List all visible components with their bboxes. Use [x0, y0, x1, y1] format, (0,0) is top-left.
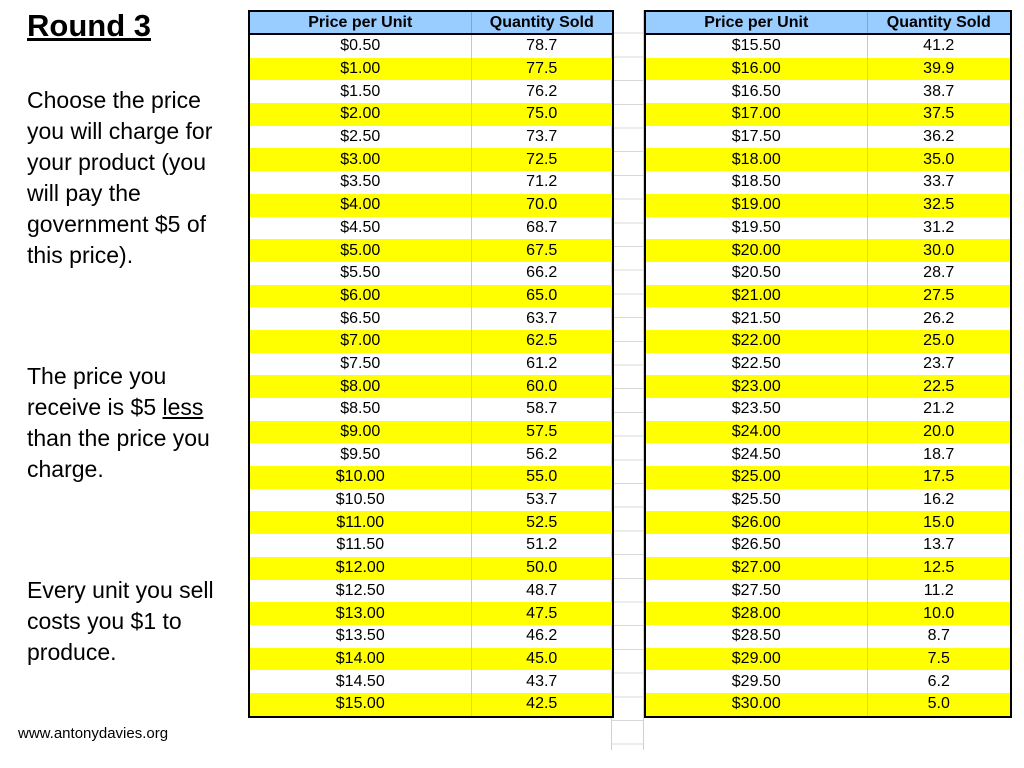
price-cell: $25.00	[645, 466, 867, 489]
quantity-cell: 52.5	[471, 511, 613, 534]
quantity-cell: 73.7	[526, 128, 558, 146]
price-cell: $11.00	[249, 511, 471, 534]
price-cell: $5.00	[249, 239, 471, 262]
table-row	[645, 194, 1011, 217]
price-cell: $23.00	[645, 375, 867, 398]
price-cell: $10.50	[249, 489, 471, 512]
price-cell: $3.50	[249, 171, 471, 194]
table-row	[249, 693, 613, 717]
table-body-left	[249, 34, 613, 717]
table-row	[249, 648, 613, 671]
price-cell: $19.00	[645, 194, 867, 217]
quantity-cell: 77.5	[471, 58, 613, 81]
price-cell: $24.50	[645, 443, 867, 466]
price-cell: $17.00	[645, 103, 867, 126]
price-cell: $21.50	[645, 307, 867, 330]
table-row	[645, 511, 1011, 534]
price-cell: $13.00	[249, 602, 471, 625]
table-row	[645, 239, 1011, 262]
table-row	[645, 648, 1011, 671]
instruction-price-received	[27, 361, 232, 485]
table-row	[249, 443, 613, 466]
table-row	[249, 58, 613, 81]
table-row	[645, 602, 1011, 625]
table-row	[645, 670, 1011, 693]
price-cell: $6.50	[249, 307, 471, 330]
price-cell: $8.50	[249, 398, 471, 421]
table-row	[249, 239, 613, 262]
quantity-cell: 65.0	[471, 285, 613, 308]
quantity-cell: 58.7	[526, 400, 558, 418]
table-row	[249, 625, 613, 648]
instruction-choose-price: Choose the price you will charge for your product (you will pay the government $5 of this price).	[27, 87, 213, 268]
quantity-cell: 42.5	[471, 693, 613, 717]
table-row	[249, 489, 613, 512]
table-row	[645, 80, 1011, 103]
price-cell: $23.50	[645, 398, 867, 421]
table-row	[645, 285, 1011, 308]
price-cell: $15.50	[645, 34, 867, 58]
table-row	[645, 126, 1011, 149]
quantity-cell: 17.5	[867, 466, 1011, 489]
table-row	[645, 217, 1011, 240]
price-received-text-1: The price you receive is $5	[27, 363, 167, 420]
price-cell: $4.00	[249, 194, 471, 217]
price-received-text-2: than the price you charge.	[27, 425, 210, 482]
price-cell: $11.50	[249, 534, 471, 557]
price-cell: $7.50	[249, 353, 471, 376]
price-cell: $0.50	[249, 34, 471, 58]
quantity-cell: 55.0	[471, 466, 613, 489]
quantity-cell: 48.7	[526, 581, 558, 599]
table-row	[645, 148, 1011, 171]
quantity-cell: 8.7	[927, 627, 950, 645]
quantity-cell: 39.9	[867, 58, 1011, 81]
quantity-cell: 28.7	[923, 264, 955, 282]
table-row	[645, 557, 1011, 580]
price-cell: $9.00	[249, 421, 471, 444]
price-cell: $9.50	[249, 443, 471, 466]
price-cell: $19.50	[645, 217, 867, 240]
table-row	[249, 148, 613, 171]
quantity-cell: 75.0	[471, 103, 613, 126]
table-row	[249, 262, 613, 285]
table-row	[645, 262, 1011, 285]
quantity-cell: 38.7	[923, 82, 955, 100]
quantity-cell: 62.5	[471, 330, 613, 353]
quantity-cell: 70.0	[471, 194, 613, 217]
price-cell: $26.00	[645, 511, 867, 534]
price-cell: $29.00	[645, 648, 867, 671]
price-cell: $3.00	[249, 148, 471, 171]
table-row	[645, 103, 1011, 126]
price-cell: $1.50	[249, 80, 471, 103]
quantity-cell: 22.5	[867, 375, 1011, 398]
price-cell: $21.00	[645, 285, 867, 308]
quantity-cell: 30.0	[867, 239, 1011, 262]
quantity-cell: 11.2	[923, 581, 954, 599]
price-per-unit-header: Price per Unit	[249, 11, 471, 34]
table-row	[249, 534, 613, 557]
quantity-cell: 50.0	[471, 557, 613, 580]
price-cell: $13.50	[249, 625, 471, 648]
website-footer: www.antonydavies.org	[18, 725, 169, 742]
table-row	[645, 58, 1011, 81]
table-row	[249, 126, 613, 149]
table-row	[249, 375, 613, 398]
price-cell: $22.00	[645, 330, 867, 353]
table-header-row	[249, 11, 613, 34]
quantity-cell: 76.2	[526, 82, 558, 100]
quantity-cell: 72.5	[471, 148, 613, 171]
quantity-cell: 6.2	[927, 672, 950, 690]
quantity-cell: 33.7	[923, 173, 955, 191]
price-cell: $28.50	[645, 625, 867, 648]
price-cell: $1.00	[249, 58, 471, 81]
table-row	[249, 466, 613, 489]
table-row	[249, 171, 613, 194]
quantity-cell: 12.5	[867, 557, 1011, 580]
quantity-cell: 32.5	[867, 194, 1011, 217]
table-row	[249, 421, 613, 444]
quantity-cell: 13.7	[923, 536, 955, 554]
quantity-cell: 10.0	[867, 602, 1011, 625]
price-cell: $27.50	[645, 580, 867, 603]
quantity-sold-header: Quantity Sold	[867, 11, 1011, 34]
less-underlined-text: less	[162, 394, 204, 420]
price-cell: $24.00	[645, 421, 867, 444]
table-row	[249, 670, 613, 693]
table-row	[249, 511, 613, 534]
quantity-cell: 7.5	[867, 648, 1011, 671]
table-row	[249, 217, 613, 240]
instructions-panel	[27, 8, 232, 665]
quantity-cell: 56.2	[526, 445, 558, 463]
quantity-cell: 71.2	[526, 173, 558, 191]
price-cell: $5.50	[249, 262, 471, 285]
price-cell: $12.50	[249, 580, 471, 603]
quantity-cell: 43.7	[526, 672, 558, 690]
quantity-cell: 66.2	[526, 264, 558, 282]
quantity-cell: 53.7	[526, 491, 558, 509]
quantity-cell: 67.5	[471, 239, 613, 262]
table-row	[645, 443, 1011, 466]
quantity-cell: 31.2	[923, 218, 955, 236]
price-cell: $18.50	[645, 171, 867, 194]
table-row	[645, 330, 1011, 353]
quantity-sold-header: Quantity Sold	[471, 11, 613, 34]
quantity-cell: 21.2	[923, 400, 955, 418]
quantity-cell: 23.7	[923, 354, 955, 372]
quantity-cell: 47.5	[471, 602, 613, 625]
price-cell: $27.00	[645, 557, 867, 580]
price-cell: $18.00	[645, 148, 867, 171]
quantity-cell: 20.0	[867, 421, 1011, 444]
table-row	[249, 353, 613, 376]
quantity-cell: 25.0	[867, 330, 1011, 353]
quantity-cell: 16.2	[923, 491, 955, 509]
quantity-cell: 78.7	[526, 37, 558, 55]
price-cell: $29.50	[645, 670, 867, 693]
table-row	[249, 307, 613, 330]
quantity-cell: 46.2	[526, 627, 558, 645]
price-cell: $6.00	[249, 285, 471, 308]
price-cell: $17.50	[645, 126, 867, 149]
price-cell: $25.50	[645, 489, 867, 512]
table-row	[645, 353, 1011, 376]
price-cell: $8.00	[249, 375, 471, 398]
quantity-cell: 26.2	[923, 309, 955, 327]
quantity-cell: 5.0	[867, 693, 1011, 717]
quantity-cell: 36.2	[923, 128, 955, 146]
table-row	[249, 330, 613, 353]
table-row	[645, 489, 1011, 512]
table-header-row	[645, 11, 1011, 34]
table-body-right	[645, 34, 1011, 717]
table-row	[645, 421, 1011, 444]
price-cell: $28.00	[645, 602, 867, 625]
price-quantity-table-left	[248, 10, 614, 718]
price-cell: $15.00	[249, 693, 471, 717]
quantity-cell: 15.0	[867, 511, 1011, 534]
quantity-cell: 41.2	[923, 37, 955, 55]
table-row	[249, 80, 613, 103]
quantity-cell: 68.7	[526, 218, 558, 236]
table-row	[249, 34, 613, 58]
quantity-cell: 63.7	[526, 309, 558, 327]
price-cell: $20.00	[645, 239, 867, 262]
table-row	[645, 625, 1011, 648]
price-quantity-table-right	[644, 10, 1012, 718]
price-per-unit-header: Price per Unit	[645, 11, 867, 34]
quantity-cell: 60.0	[471, 375, 613, 398]
price-cell: $7.00	[249, 330, 471, 353]
table-row	[249, 398, 613, 421]
price-cell: $10.00	[249, 466, 471, 489]
price-cell: $2.00	[249, 103, 471, 126]
table-row	[645, 466, 1011, 489]
table-row	[645, 534, 1011, 557]
table-row	[645, 398, 1011, 421]
table-row	[249, 194, 613, 217]
price-cell: $14.00	[249, 648, 471, 671]
price-cell: $30.00	[645, 693, 867, 717]
price-cell: $16.50	[645, 80, 867, 103]
table-row	[645, 580, 1011, 603]
instruction-unit-cost: Every unit you sell costs you $1 to produce.	[27, 577, 214, 665]
quantity-cell: 61.2	[526, 354, 558, 372]
table-row	[645, 375, 1011, 398]
price-cell: $12.00	[249, 557, 471, 580]
price-cell: $14.50	[249, 670, 471, 693]
quantity-cell: 51.2	[526, 536, 558, 554]
quantity-cell: 37.5	[867, 103, 1011, 126]
price-cell: $16.00	[645, 58, 867, 81]
table-row	[249, 602, 613, 625]
spreadsheet-gap-column	[611, 10, 644, 750]
table-row	[645, 34, 1011, 58]
quantity-cell: 57.5	[471, 421, 613, 444]
quantity-cell: 27.5	[867, 285, 1011, 308]
price-cell: $20.50	[645, 262, 867, 285]
round-title: Round 3	[27, 8, 151, 43]
price-cell: $22.50	[645, 353, 867, 376]
table-row	[249, 557, 613, 580]
table-row	[645, 171, 1011, 194]
table-row	[645, 693, 1011, 717]
quantity-cell: 45.0	[471, 648, 613, 671]
quantity-cell: 18.7	[923, 445, 955, 463]
price-cell: $2.50	[249, 126, 471, 149]
table-row	[249, 580, 613, 603]
table-row	[249, 103, 613, 126]
table-row	[249, 285, 613, 308]
quantity-cell: 35.0	[867, 148, 1011, 171]
price-cell: $26.50	[645, 534, 867, 557]
price-cell: $4.50	[249, 217, 471, 240]
table-row	[645, 307, 1011, 330]
